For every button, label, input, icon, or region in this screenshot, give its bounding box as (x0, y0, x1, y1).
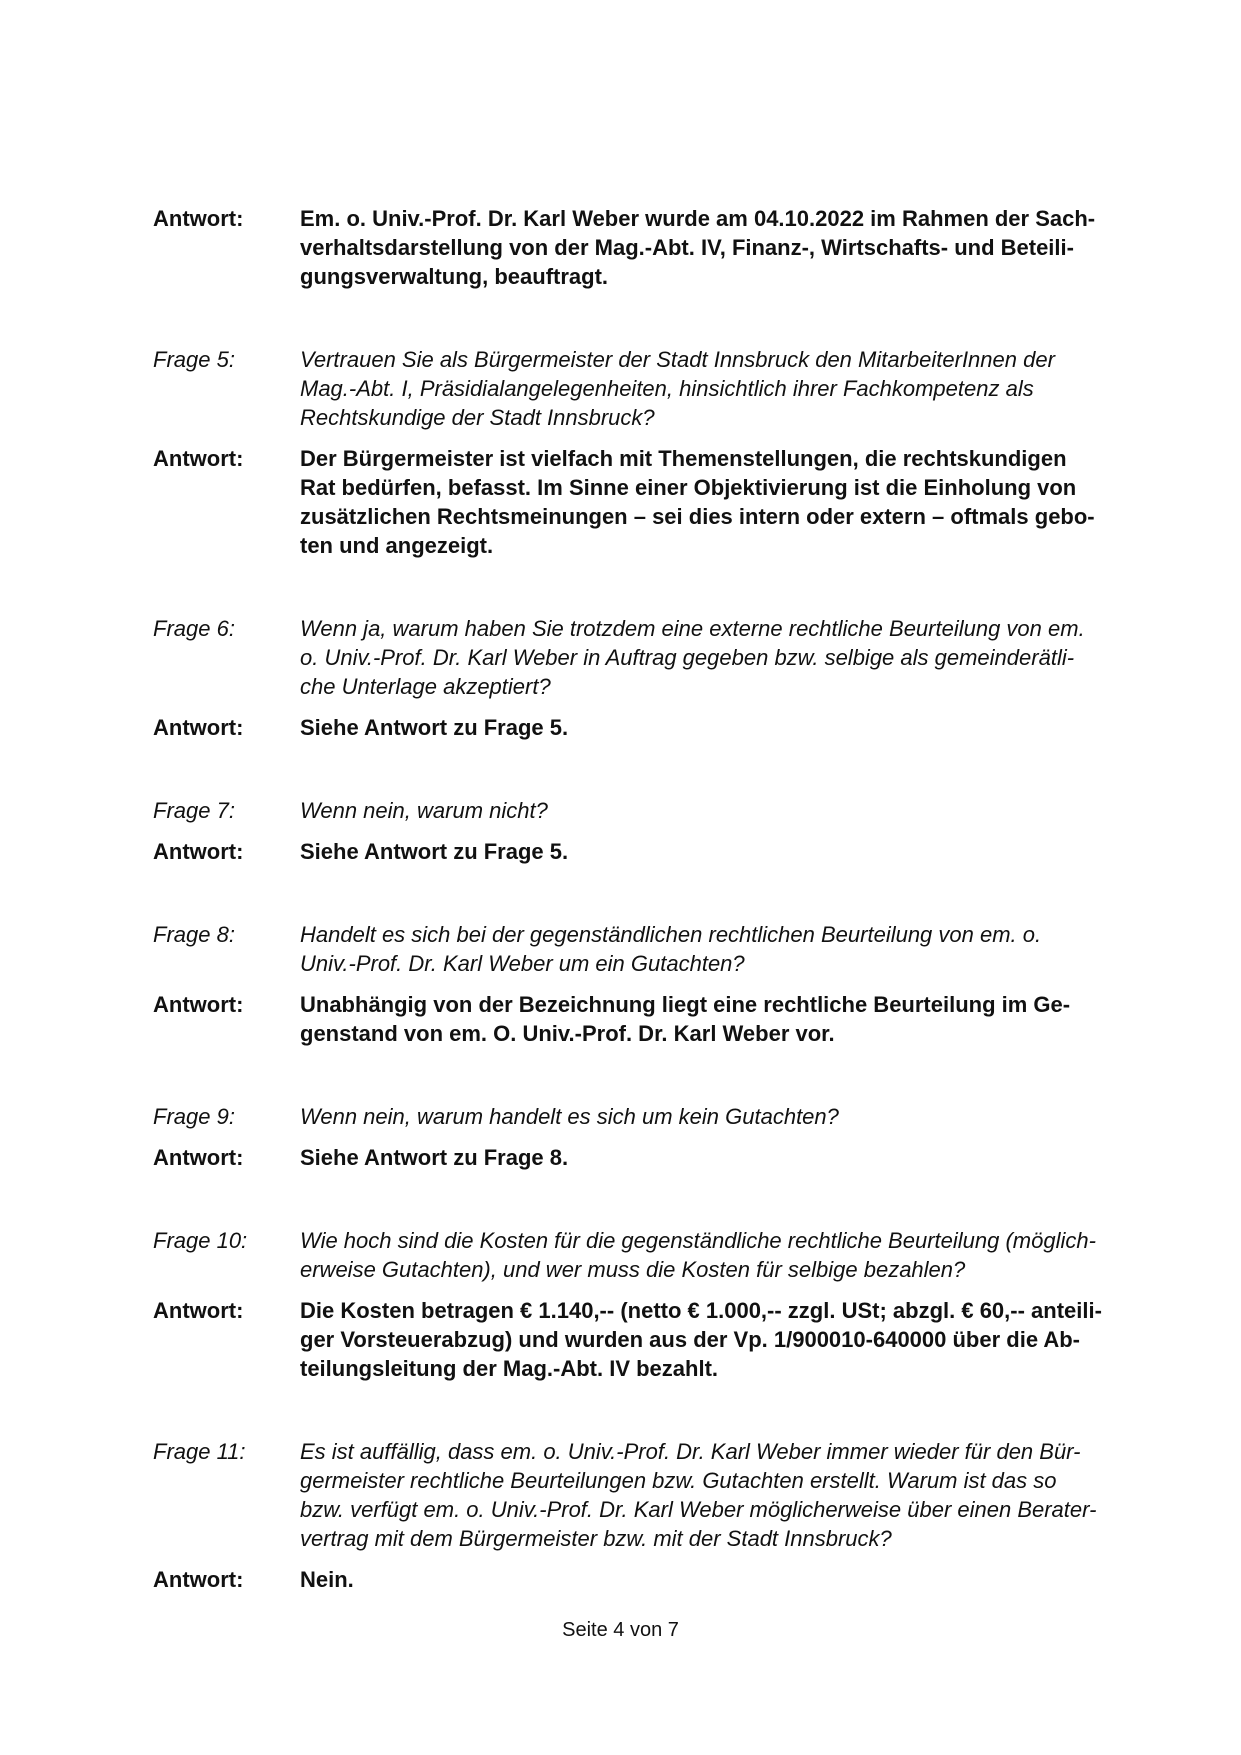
page-number: Seite 4 von 7 (562, 1619, 679, 1641)
answer-line: ger Vorsteuerabzug) und wurden aus der Vp. 1/900010-640000 über die Ab- (300, 1327, 1081, 1352)
answer-line: Die Kosten betragen € 1.140,-- (netto € 1.000,-- zzgl. USt; abzgl. € 60,-- anteili- (300, 1298, 1102, 1323)
answer-label: Antwort: (153, 1298, 244, 1323)
answer-block-11 (153, 1565, 1143, 1594)
answer-line: Em. o. Univ.-Prof. Dr. Karl Weber wurde am 04.10.2022 im Rahmen der Sach- (300, 206, 1096, 231)
answer-line: ten und angezeigt. (300, 533, 494, 558)
question-line: erweise Gutachten), und wer muss die Kosten für selbige bezahlen? (300, 1257, 966, 1282)
answer-block-5 (153, 444, 1143, 560)
question-line: germeister rechtliche Beurteilungen bzw. Gutachten erstellt. Warum ist das so (300, 1468, 1057, 1493)
answer-label: Antwort: (153, 446, 244, 471)
answer-block-4 (153, 204, 1143, 291)
answer-line: genstand von em. O. Univ.-Prof. Dr. Karl Weber vor. (300, 1021, 835, 1046)
question-block-7 (153, 796, 1143, 825)
answer-line: Rat bedürfen, befasst. Im Sinne einer Objektivierung ist die Einholung von (300, 475, 1077, 500)
qa-content (153, 204, 1143, 1594)
question-line: Rechtskundige der Stadt Innsbruck? (300, 405, 655, 430)
question-label: Frage 10: (153, 1228, 248, 1253)
question-block-6 (153, 614, 1143, 701)
question-line: Wenn nein, warum nicht? (300, 798, 548, 823)
question-text (300, 1226, 1143, 1284)
question-line: Wenn nein, warum handelt es sich um kein Gutachten? (300, 1104, 839, 1129)
question-text (300, 796, 1143, 825)
answer-label: Antwort: (153, 1145, 244, 1170)
answer-label: Antwort: (153, 206, 244, 231)
answer-line: verhaltsdarstellung von der Mag.-Abt. IV, Finanz-, Wirtschafts- und Beteili- (300, 235, 1074, 260)
question-line: Vertrauen Sie als Bürgermeister der Stadt Innsbruck den MitarbeiterInnen der (300, 347, 1055, 372)
question-text (300, 345, 1143, 432)
answer-text (300, 1296, 1143, 1383)
question-label: Frage 11: (153, 1439, 246, 1464)
answer-text (300, 1143, 1143, 1172)
answer-line: Nein. (300, 1567, 354, 1592)
answer-line: Siehe Antwort zu Frage 5. (300, 715, 569, 740)
question-line: bzw. verfügt em. o. Univ.-Prof. Dr. Karl Weber möglicherweise über einen Berater- (300, 1497, 1097, 1522)
answer-block-9 (153, 1143, 1143, 1172)
question-text (300, 920, 1143, 978)
answer-text (300, 204, 1143, 291)
question-label: Frage 9: (153, 1104, 235, 1129)
question-label: Frage 6: (153, 616, 235, 641)
question-block-10 (153, 1226, 1143, 1284)
answer-label: Antwort: (153, 839, 244, 864)
question-line: Mag.-Abt. I, Präsidialangelegenheiten, hinsichtlich ihrer Fachkompetenz als (300, 376, 1034, 401)
question-line: Es ist auffällig, dass em. o. Univ.-Prof. Dr. Karl Weber immer wieder für den Bür- (300, 1439, 1081, 1464)
question-text (300, 614, 1143, 701)
answer-text (300, 1565, 1143, 1594)
question-line: Handelt es sich bei der gegenständlichen rechtlichen Beurteilung von em. o. (300, 922, 1042, 947)
answer-text (300, 990, 1143, 1048)
answer-line: Siehe Antwort zu Frage 8. (300, 1145, 569, 1170)
question-label: Frage 8: (153, 922, 235, 947)
question-line: che Unterlage akzeptiert? (300, 674, 551, 699)
answer-block-8 (153, 990, 1143, 1048)
question-label: Frage 5: (153, 347, 235, 372)
question-text (300, 1102, 1143, 1131)
answer-label: Antwort: (153, 1567, 244, 1592)
question-block-8 (153, 920, 1143, 978)
question-label: Frage 7: (153, 798, 235, 823)
question-line: Univ.-Prof. Dr. Karl Weber um ein Gutachten? (300, 951, 745, 976)
answer-label: Antwort: (153, 992, 244, 1017)
answer-block-6 (153, 713, 1143, 742)
question-line: Wie hoch sind die Kosten für die gegenständliche rechtliche Beurteilung (möglich- (300, 1228, 1096, 1253)
answer-line: Siehe Antwort zu Frage 5. (300, 839, 569, 864)
answer-text (300, 837, 1143, 866)
answer-line: Unabhängig von der Bezeichnung liegt eine rechtliche Beurteilung im Ge- (300, 992, 1071, 1017)
answer-line: teilungsleitung der Mag.-Abt. IV bezahlt. (300, 1356, 719, 1381)
question-block-5 (153, 345, 1143, 432)
answer-text (300, 444, 1143, 560)
answer-line: zusätzlichen Rechtsmeinungen – sei dies intern oder extern – oftmals gebo- (300, 504, 1095, 529)
answer-block-10 (153, 1296, 1143, 1383)
answer-text (300, 713, 1143, 742)
question-block-9 (153, 1102, 1143, 1131)
answer-line: Der Bürgermeister ist vielfach mit Themenstellungen, die rechtskundigen (300, 446, 1067, 471)
answer-block-7 (153, 837, 1143, 866)
answer-label: Antwort: (153, 715, 244, 740)
question-block-11 (153, 1437, 1143, 1553)
question-line: Wenn ja, warum haben Sie trotzdem eine externe rechtliche Beurteilung von em. (300, 616, 1085, 641)
question-text (300, 1437, 1143, 1553)
question-line: o. Univ.-Prof. Dr. Karl Weber in Auftrag gegeben bzw. selbige als gemeinderätli- (300, 645, 1075, 670)
answer-line: gungsverwaltung, beauftragt. (300, 264, 609, 289)
question-line: vertrag mit dem Bürgermeister bzw. mit der Stadt Innsbruck? (300, 1526, 892, 1551)
